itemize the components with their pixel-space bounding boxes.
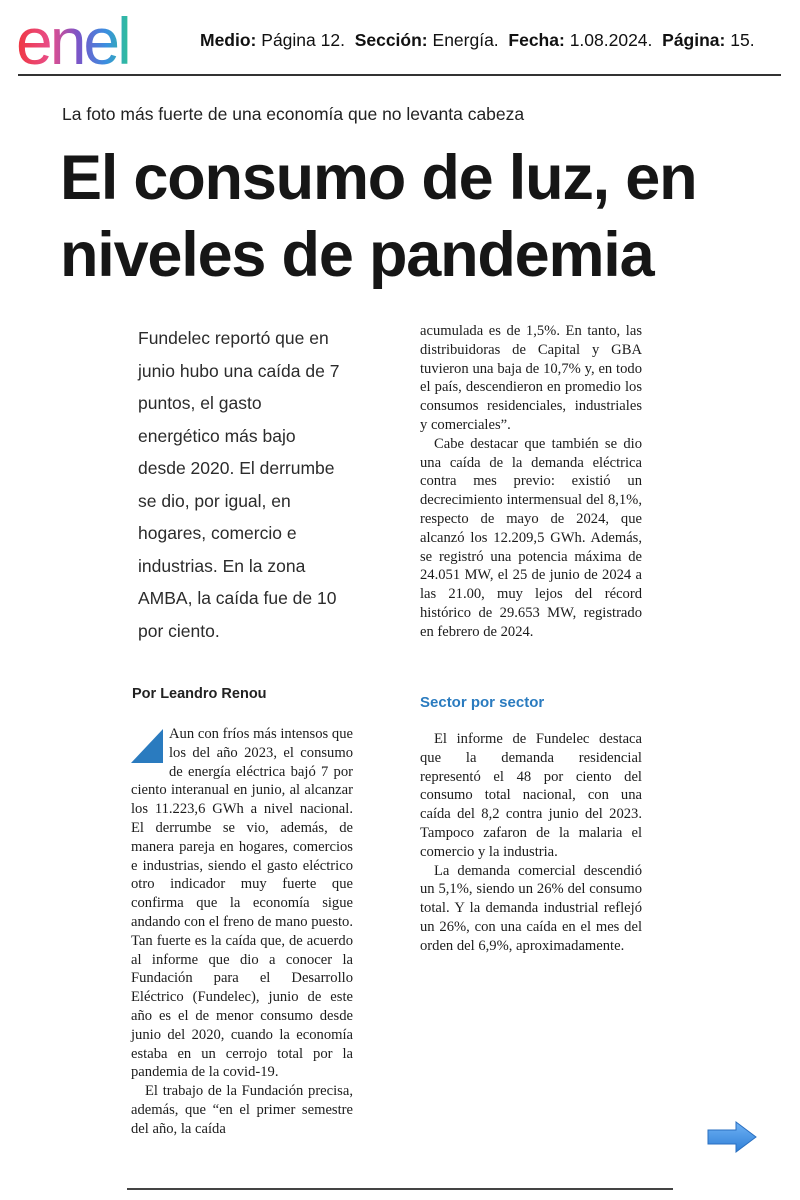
paragraph: El informe de Fundelec destaca que la demanda residencial representó el 48 por ciento del consumo total nacional, con una caída del 8,2 contra junio del 2023. Tampoco zafaron de la malaria el comercio y la industria. [420,731,642,860]
meta-value-fecha: 1.08.2024. [569,30,653,50]
article-column-left [131,725,353,1139]
paragraph: La demanda comercial descendió un 5,1%, siendo un 26% del consumo total. Y la demanda industrial reflejó un 26%, con una caída en el mes del orden del 6,9%, aproximadamente. [420,862,642,954]
section-subhead: Sector por sector [420,694,545,711]
meta-label-seccion: Sección: [354,30,428,50]
paragraph: Cabe destacar que también se dio una caída de la demanda eléctrica contra mes previo: existió un decrecimiento intermensual del 8,1%, respecto de mayo de 2024, que alcanzó los 12.209,5 GWh. Además, se registró una potencia máxima de 24.051 MW, el 25 de junio de 2024 a las 21.00, muy lejos del récord histórico de 29.653 MW, registrado en febrero de 2024. [420,435,642,640]
article-headline [60,140,780,294]
meta-value-seccion: Energía. [432,30,499,50]
headline-line-1: El consumo de luz, en [60,143,697,213]
article-column-right [420,322,642,642]
paragraph: Aun con fríos más intensos que los del año 2023, el consumo de energía eléctrica bajó 7 por ciento interanual en junio, al alcanzar los 11.223,6 GWh a nivel nacional. El derrumbe se vio, además, de manera pareja en hogares, comercios e industrias, siendo el gasto eléctrico otro indicador muy fuerte que confirma que la economía sigue andando con el freno de mano puesto. Tan fuerte es la caída que, de acuerdo al informe que dio a conocer la Fundación para el Desarrollo Eléctrico (Fundelec), junio de este año es el de menor consumo desde junio del 2020, cuando la economía estaba en un cerrojo total por la pandemia de la covid-19. [131,726,353,1081]
article-lead: Fundelec reportó que en junio hubo una caída de 7 puntos, el gasto energético más bajo desde 2020. El derrumbe se dio, por igual, en hogares, comercio e industrias. En la zona AMBA, la caída fue de 10 por ciento. [138,328,340,641]
article-byline: Por Leandro Renou [132,686,267,702]
footer-divider [127,1188,673,1190]
header-divider [18,74,781,76]
paragraph: El trabajo de la Fundación precisa, además, que “en el primer semestre del año, la caída [131,1083,353,1137]
headline-line-2: niveles de pandemia [60,220,654,290]
article-kicker: La foto más fuerte de una economía que no levanta cabeza [62,104,525,124]
paragraph: acumulada es de 1,5%. En tanto, las distribuidoras de Capital y GBA tuvieron una baja de 10,7% y, en todo el país, descendieron en promedio los consumos residenciales, industriales y comerciales”. [420,323,642,433]
svg-text:enel: enel [16,6,129,72]
meta-label-pagina: Página: [662,30,726,50]
meta-label-fecha: Fecha: [508,30,565,50]
drop-triangle-icon [131,729,163,763]
header-meta [200,30,755,51]
meta-value-pagina: 15. [730,30,755,50]
enel-logo [14,6,184,72]
article-column-right-2 [420,730,642,956]
arrow-right-icon[interactable] [706,1120,758,1154]
meta-label-medio: Medio: [200,30,257,50]
meta-value-medio: Página 12. [261,30,345,50]
